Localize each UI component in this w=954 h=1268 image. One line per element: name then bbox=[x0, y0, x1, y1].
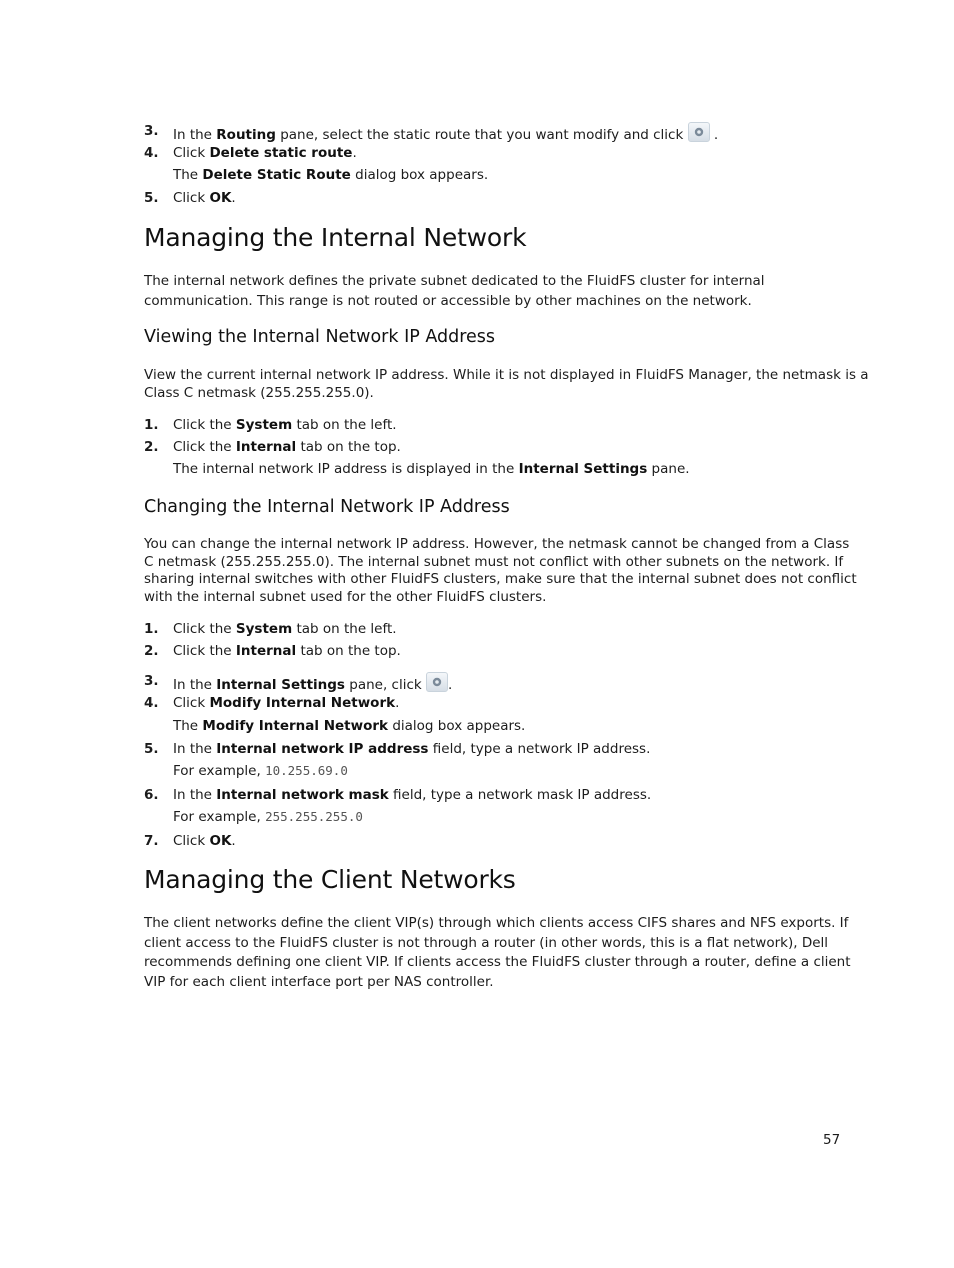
gear-icon bbox=[688, 122, 710, 142]
view-step-note: The internal network IP address is displayed in the Internal Settings pane. bbox=[173, 461, 690, 477]
client-networks-paragraph: The client networks define the client VIP(s) through which clients access CIFS shares and NFS exports. If client access to the FluidFS cluster is not through a router (in other words, this is a flat network), Dell recommends defining one client VIP. If clients access the FluidFS cluster through a router, define a client VIP for each client interface port per NAS controller. bbox=[144, 915, 851, 990]
change-step-5-example: For example, 10.255.69.0 bbox=[173, 763, 348, 779]
heading-client-networks: Managing the Client Networks bbox=[144, 865, 516, 894]
step-note-dialog: The Delete Static Route dialog box appears. bbox=[173, 167, 489, 183]
internal-intro: The internal network defines the private subnet dedicated to the FluidFS cluster for internal communication. This range is not routed or accessible by other machines on the network. bbox=[144, 273, 765, 309]
changing-ip-paragraph: You can change the internal network IP address. However, the netmask cannot be changed from a Class C netmask (255.255.255.0). The internal subnet must not conflict with other subnets on the network. If sharing internal switches with other FluidFS clusters, make sure that the internal subnet does not conflict with the internal subnet used for the other FluidFS clusters. bbox=[144, 536, 857, 605]
change-step-6-example: For example, 255.255.255.0 bbox=[173, 809, 363, 825]
heading-viewing-ip: Viewing the Internal Network IP Address bbox=[144, 327, 496, 347]
page-number: 57 bbox=[823, 1132, 841, 1148]
change-step-4-note: The Modify Internal Network dialog box appears. bbox=[173, 718, 526, 734]
heading-changing-ip: Changing the Internal Network IP Address bbox=[144, 497, 510, 517]
viewing-ip-paragraph: View the current internal network IP address. While it is not displayed in FluidFS Manager, the netmask is a Class C netmask (255.255.255.0). bbox=[144, 367, 869, 401]
gear-icon bbox=[426, 672, 448, 692]
example-ip-code: 10.255.69.0 bbox=[265, 763, 348, 778]
heading-internal-network: Managing the Internal Network bbox=[144, 223, 527, 252]
example-mask-code: 255.255.255.0 bbox=[265, 809, 363, 824]
